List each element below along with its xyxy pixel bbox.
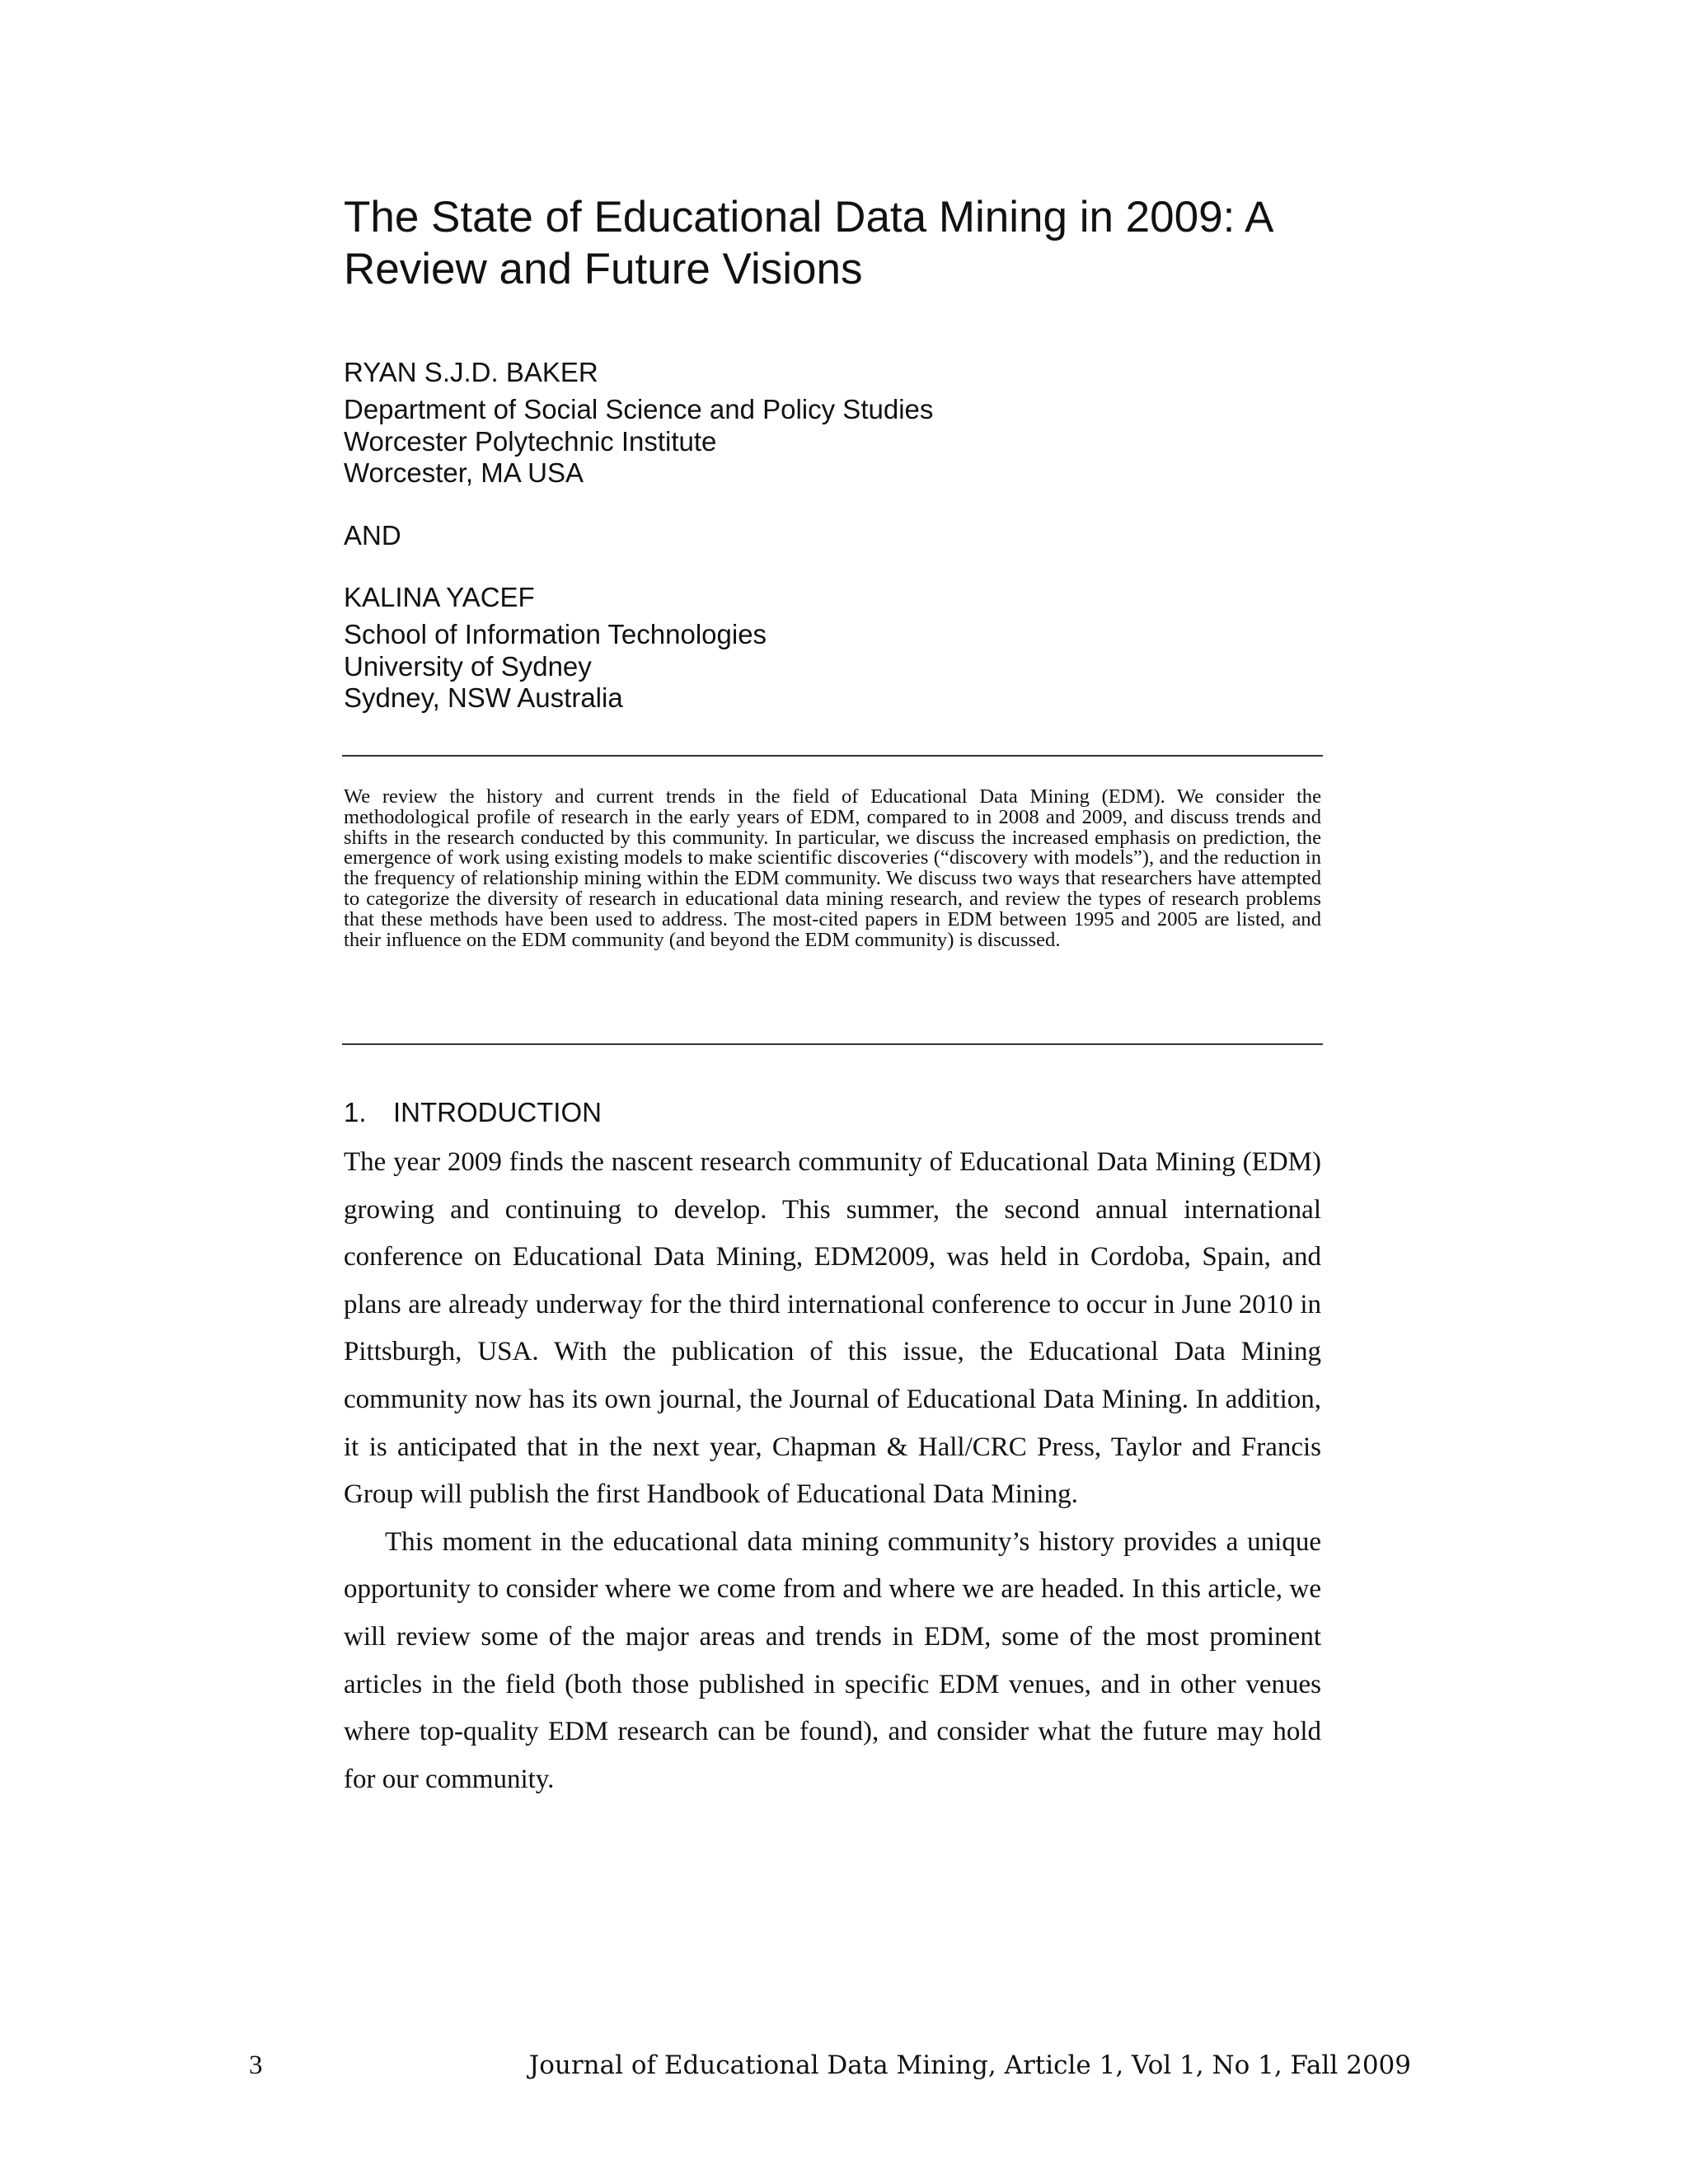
body-paragraph: This moment in the educational data mining community’s history provides a unique opportunity to consider where we come from and where we are headed. In this article, we will review some of the major areas and trends in EDM, some of the most prominent articles in the field (both those published in specific EDM venues, and in other venues where top-quality EDM research can be found), and consider what the future may hold for our community. (344, 1526, 1321, 1794)
author-department: Department of Social Science and Policy Studies (344, 394, 934, 424)
abstract-bottom-rule (342, 1043, 1323, 1045)
abstract-top-rule (342, 755, 1323, 757)
author-separator: AND (344, 520, 401, 551)
page-number: 3 (249, 2050, 263, 2080)
section-heading (344, 1096, 602, 1129)
section-body (344, 1139, 1321, 1803)
journal-footer: Journal of Educational Data Mining, Article 1, Vol 1, No 1, Fall 2009 (528, 2050, 1411, 2080)
section-number: 1. (344, 1097, 367, 1127)
author-name: RYAN S.J.D. BAKER (344, 357, 598, 387)
paper-title: The State of Educational Data Mining in 2009: A Review and Future Visions (344, 193, 1272, 293)
section-title: INTRODUCTION (393, 1097, 602, 1127)
author-institution: University of Sydney (344, 650, 592, 682)
author-department: School of Information Technologies (344, 619, 767, 649)
author-block (344, 356, 1333, 490)
author-institution: Worcester Polytechnic Institute (344, 425, 717, 457)
abstract: We review the history and current trends in the field of Educational Data Mining (EDM). We consider the methodological profile of research in the early years of EDM, compared to in 2008 and 2009, and discuss trends and shifts in the research conducted by this community. In particular, we discuss the increased emphasis on prediction, the emergence of work using existing models to make scientific discoveries (“discovery with models”), and the reduction in the frequency of relationship mining within the EDM community. We discuss two ways that researchers have attempted to categorize the diversity of research in educational data mining research, and review the types of research problems that these methods have been used to address. The most-cited papers in EDM between 1995 and 2005 are listed, and their influence on the EDM community (and beyond the EDM community) is discussed. (344, 785, 1321, 951)
author-name: KALINA YACEF (344, 582, 535, 612)
author-location: Worcester, MA USA (344, 457, 584, 488)
body-paragraph: The year 2009 finds the nascent research community of Educational Data Mining (EDM) growing and continuing to develop. This summer, the second annual international conference on Educational Data Mining, EDM2009, was held in Cordoba, Spain, and plans are already underway for the third international conference to occur in June 2010 in Pittsburgh, USA. With the publication of this issue, the Educational Data Mining community now has its own journal, the Journal of Educational Data Mining. In addition, it is anticipated that in the next year, Chapman & Hall/CRC Press, Taylor and Francis Group will publish the first Handbook of Educational Data Mining. (344, 1147, 1321, 1510)
author-block (344, 581, 1333, 715)
author-location: Sydney, NSW Australia (344, 682, 623, 713)
